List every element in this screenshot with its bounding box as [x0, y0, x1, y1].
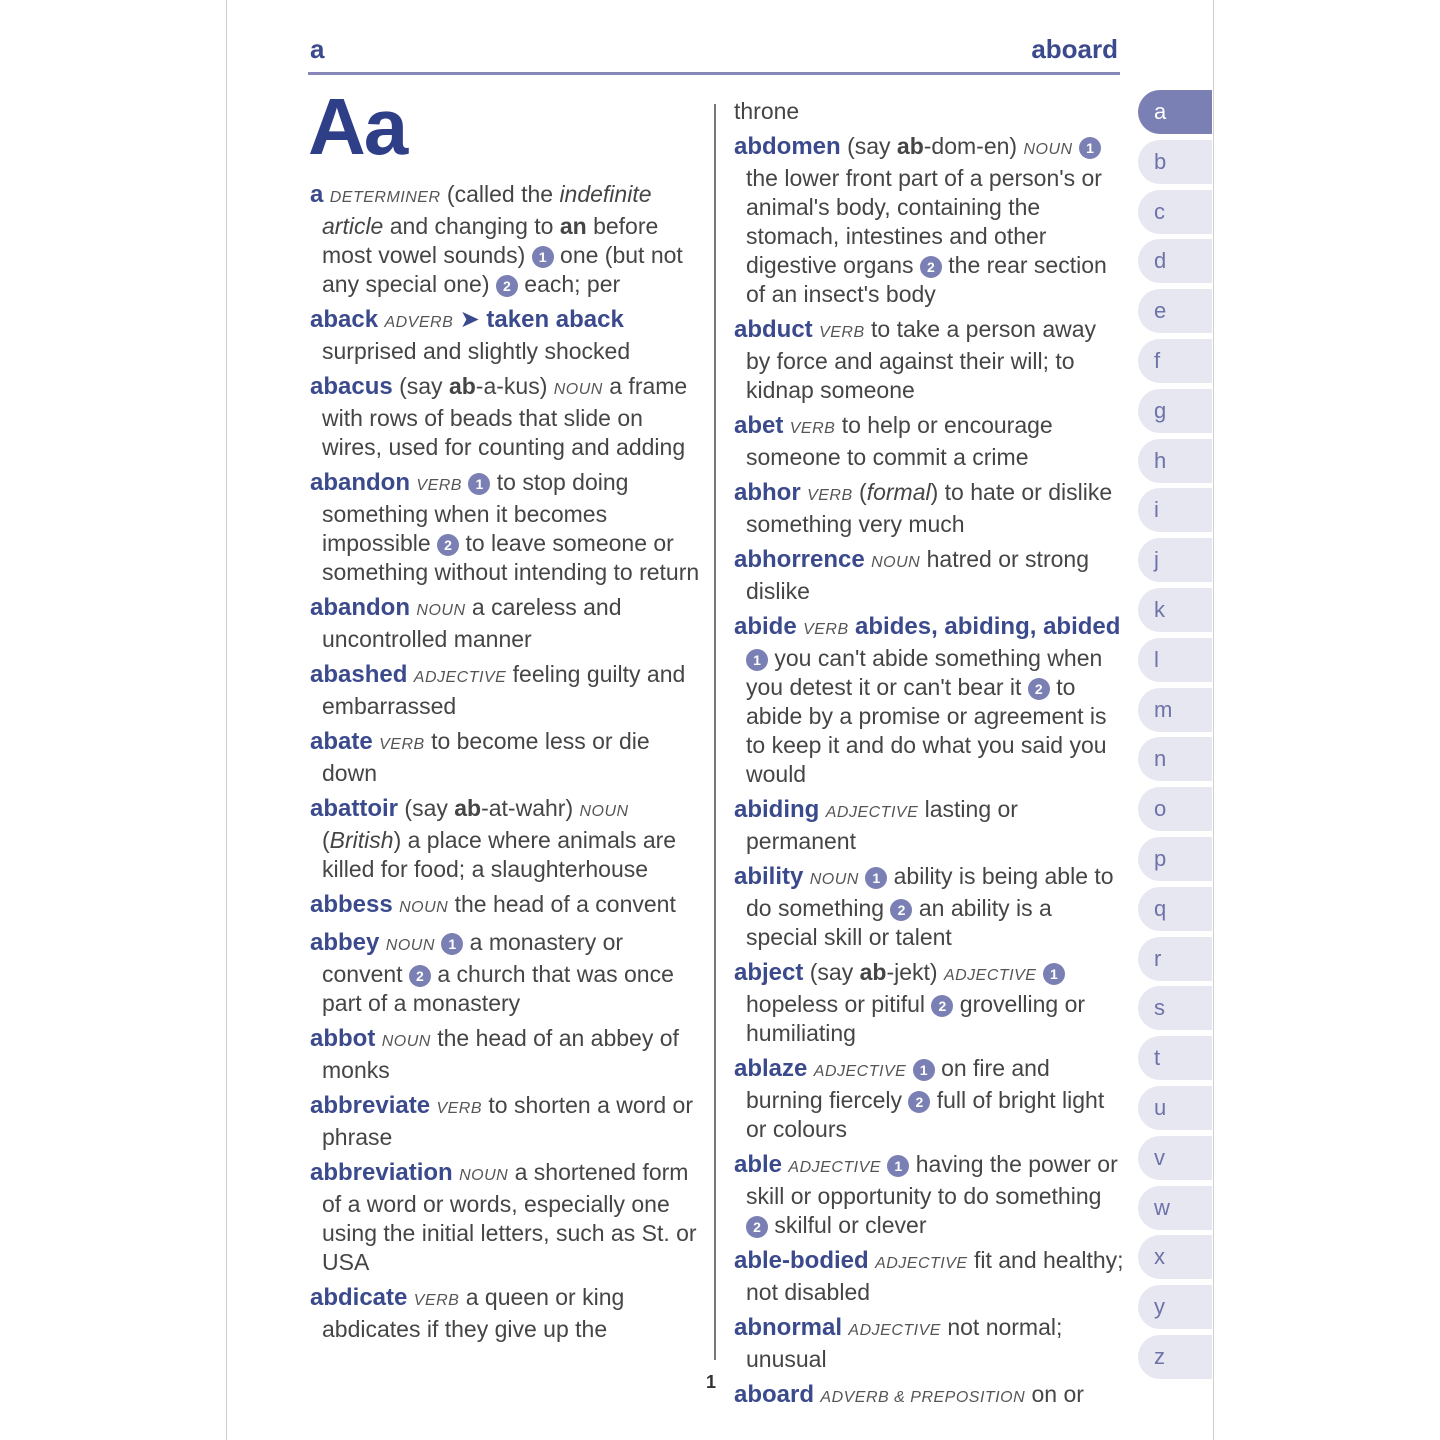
sense-number: 2: [437, 534, 459, 556]
sense-number: 2: [931, 995, 953, 1017]
definition-text: before most vowel sounds): [322, 213, 659, 268]
definition-text: to help or encourage someone to commit a crime: [746, 412, 1053, 470]
dictionary-entry: [734, 1054, 1124, 1144]
definition-text: a queen or king abdicates if they give up the: [322, 1284, 625, 1342]
headword: abduct: [734, 316, 813, 343]
tab-letter-g[interactable]: g: [1138, 389, 1212, 433]
dictionary-entry: [310, 727, 700, 788]
definition-text: a monastery or convent: [322, 929, 624, 987]
section-letter: Aa: [308, 82, 407, 171]
part-of-speech: ADJECTIVE: [825, 804, 919, 821]
italic-text: indefinite article: [322, 181, 652, 239]
definition-text: feeling guilty and embarrassed: [322, 661, 686, 719]
dictionary-entry: [310, 660, 700, 721]
definition-text: -at-wahr): [481, 795, 580, 821]
definition-text: on fire and burning fiercely: [746, 1055, 1050, 1113]
sense-number: 1: [1079, 137, 1101, 159]
definition-text: (say: [404, 795, 455, 821]
part-of-speech: VERB: [803, 621, 849, 638]
dictionary-entry: [734, 315, 1124, 405]
dictionary-entry: [734, 1380, 1124, 1412]
sense-number: 1: [913, 1059, 935, 1081]
definition-text: the head of a convent: [454, 891, 676, 917]
headword: abandon: [310, 469, 410, 496]
dictionary-entry: [310, 928, 700, 1018]
tab-letter-r[interactable]: r: [1138, 937, 1212, 981]
headword: abattoir: [310, 795, 399, 822]
part-of-speech: NOUN: [809, 871, 859, 888]
definition-text: to shorten a word or phrase: [322, 1092, 693, 1150]
right-column: [734, 97, 1124, 1418]
part-of-speech: NOUN: [1023, 141, 1073, 158]
italic-text: British: [329, 827, 394, 853]
definition-text: the rear section of an insect's body: [746, 252, 1107, 307]
part-of-speech: DETERMINER: [329, 189, 441, 206]
headword: abacus: [310, 373, 393, 400]
headword: abate: [310, 728, 373, 755]
headword: ablaze: [734, 1055, 808, 1082]
dictionary-entry: [310, 305, 700, 366]
tab-letter-o[interactable]: o: [1138, 787, 1212, 831]
tab-letter-b[interactable]: b: [1138, 140, 1212, 184]
dictionary-entry: [734, 862, 1124, 952]
part-of-speech: NOUN: [579, 803, 629, 820]
tab-letter-y[interactable]: y: [1138, 1285, 1212, 1329]
definition-text: having the power or skill or opportunity to do something: [746, 1151, 1118, 1209]
dictionary-entry: [734, 97, 1124, 126]
italic-text: formal: [866, 479, 931, 505]
tab-letter-w[interactable]: w: [1138, 1186, 1212, 1230]
left-guide-word: a: [310, 34, 325, 64]
definition-text: hatred or strong dislike: [746, 546, 1089, 604]
part-of-speech: VERB: [436, 1100, 483, 1117]
headword: abbess: [310, 891, 393, 918]
sense-number: 2: [496, 275, 518, 297]
dictionary-entry: [734, 478, 1124, 539]
part-of-speech: ADJECTIVE: [413, 669, 507, 686]
definition-text: skilful or clever: [774, 1212, 927, 1238]
headword: aback: [310, 306, 379, 333]
tab-letter-c[interactable]: c: [1138, 190, 1212, 234]
definition-text: throne: [734, 98, 800, 124]
headword: abdicate: [310, 1284, 408, 1311]
sense-number: 2: [920, 256, 942, 278]
tab-letter-q[interactable]: q: [1138, 887, 1212, 931]
definition-text: ability is being able to do something: [746, 863, 1114, 921]
definition-text: (: [859, 479, 867, 505]
part-of-speech: NOUN: [459, 1167, 509, 1184]
part-of-speech: VERB: [789, 420, 836, 437]
tab-letter-f[interactable]: f: [1138, 339, 1212, 383]
part-of-speech: ADVERB: [384, 314, 454, 331]
headword: abashed: [310, 661, 408, 688]
headword: ➤ taken aback: [459, 306, 624, 333]
headword: abject: [734, 959, 804, 986]
tab-letter-h[interactable]: h: [1138, 439, 1212, 483]
headword: abhor: [734, 479, 801, 506]
dictionary-entry: [734, 795, 1124, 856]
definition-text: (called the: [446, 181, 560, 207]
definition-text: a careless and uncontrolled manner: [322, 594, 622, 652]
dictionary-entry: [310, 1158, 700, 1277]
part-of-speech: NOUN: [871, 554, 921, 571]
definition-text: ) to hate or dislike something very much: [746, 479, 1113, 537]
sense-number: 1: [865, 867, 887, 889]
definition-text: you can't abide something when you detest it or can't bear it: [746, 645, 1103, 700]
page-number: 1: [706, 1372, 717, 1392]
dictionary-entry: [310, 1091, 700, 1152]
tab-letter-a[interactable]: a: [1138, 90, 1212, 134]
headword: aboard: [734, 1381, 815, 1408]
sense-number: 1: [441, 933, 463, 955]
definition-text: ) a place where animals are killed for food; a slaughterhouse: [322, 827, 677, 882]
sense-number: 2: [1028, 678, 1050, 700]
sense-number: 2: [908, 1091, 930, 1113]
headword: abbreviate: [310, 1092, 431, 1119]
headword: able-bodied: [734, 1247, 869, 1274]
left-column: [310, 180, 700, 1350]
part-of-speech: ADJECTIVE: [943, 967, 1037, 984]
part-of-speech: VERB: [379, 736, 425, 753]
part-of-speech: NOUN: [416, 602, 466, 619]
dictionary-entry: [310, 593, 700, 654]
bold-text: ab: [454, 795, 482, 821]
part-of-speech: NOUN: [399, 899, 449, 916]
headword: abbey: [310, 929, 380, 956]
headword: abiding: [734, 796, 820, 823]
definition-text: (say: [399, 373, 449, 399]
definition-text: to become less or die down: [322, 728, 650, 786]
headword: ability: [734, 863, 804, 890]
bold-text: ab: [859, 959, 887, 985]
tab-letter-u[interactable]: u: [1138, 1086, 1212, 1130]
tab-letter-x[interactable]: x: [1138, 1235, 1212, 1279]
definition-text: hopeless or pitiful: [746, 991, 932, 1017]
headword: able: [734, 1151, 783, 1178]
headword: abnormal: [734, 1314, 843, 1341]
definition-text: (say: [847, 133, 897, 159]
tab-letter-z[interactable]: z: [1138, 1335, 1212, 1379]
part-of-speech: ADJECTIVE: [848, 1322, 941, 1339]
tab-letter-d[interactable]: d: [1138, 239, 1212, 283]
tab-letter-v[interactable]: v: [1138, 1136, 1212, 1180]
sense-number: 1: [532, 246, 554, 268]
part-of-speech: ADJECTIVE: [875, 1255, 968, 1272]
bold-text: ab: [448, 373, 476, 399]
tab-letter-e[interactable]: e: [1138, 289, 1212, 333]
part-of-speech: VERB: [416, 477, 462, 494]
headword: abide: [734, 613, 797, 640]
dictionary-entry: [734, 612, 1124, 789]
definition-text: the lower front part of a person's or animal's body, containing the stomach, intestines and other digestive organs: [746, 165, 1102, 278]
sense-number: 1: [1043, 963, 1065, 985]
dictionary-entry: [734, 1150, 1124, 1240]
headword: abandon: [310, 594, 410, 621]
definition-text: the head of an abbey of monks: [322, 1025, 679, 1083]
tab-letter-m[interactable]: m: [1138, 688, 1212, 732]
part-of-speech: VERB: [807, 487, 853, 504]
page-left-edge: [226, 0, 227, 1440]
tab-letter-l[interactable]: l: [1138, 638, 1212, 682]
definition-text: -jekt): [886, 959, 944, 985]
dictionary-entry: [310, 1024, 700, 1085]
dictionary-entry: [310, 890, 700, 922]
tab-letter-s[interactable]: s: [1138, 986, 1212, 1030]
definition-text: an ability is a special skill or talent: [746, 895, 1052, 950]
part-of-speech: VERB: [819, 324, 865, 341]
definition-text: on or: [1031, 1381, 1084, 1407]
headword: a: [310, 181, 324, 208]
headword: abhorrence: [734, 546, 865, 573]
definition-text: (: [322, 827, 330, 853]
tab-letter-t[interactable]: t: [1138, 1036, 1212, 1080]
definition-text: a church that was once part of a monastery: [322, 961, 674, 1016]
part-of-speech: ADVERB & PREPOSITION: [820, 1389, 1026, 1406]
part-of-speech: VERB: [413, 1292, 460, 1309]
alphabet-thumb-index: [1138, 90, 1212, 1385]
definition-text: to leave someone or something without intending to return: [322, 530, 700, 585]
definition-text: a shortened form of a word or words, especially one using the initial letters, such as St. or USA: [322, 1159, 697, 1275]
dictionary-entry: [734, 132, 1124, 309]
page-right-edge: [1213, 0, 1214, 1440]
headword: abbot: [310, 1025, 376, 1052]
headword: abides, abiding, abided: [855, 613, 1121, 640]
sense-number: 2: [890, 899, 912, 921]
dictionary-entry: [734, 545, 1124, 606]
dictionary-entry: [310, 794, 700, 884]
definition-text: full of bright light or colours: [746, 1087, 1105, 1142]
definition-text: lasting or permanent: [746, 796, 1018, 854]
part-of-speech: NOUN: [385, 937, 435, 954]
part-of-speech: ADJECTIVE: [813, 1063, 907, 1080]
dictionary-entry: [310, 468, 700, 587]
dictionary-entry: [310, 180, 700, 299]
part-of-speech: NOUN: [381, 1033, 431, 1050]
definition-text: to abide by a promise or agreement is to keep it and do what you said you would: [746, 674, 1107, 787]
definition-text: to take a person away by force and against their will; to kidnap someone: [746, 316, 1097, 403]
definition-text: and changing to: [383, 213, 560, 239]
bold-text: ab: [896, 133, 924, 159]
headword: abbreviation: [310, 1159, 453, 1186]
definition-text: surprised and slightly shocked: [322, 338, 631, 364]
bold-text: an: [559, 213, 587, 239]
definition-text: -dom-en): [923, 133, 1024, 159]
definition-text: -a-kus): [475, 373, 554, 399]
sense-number: 2: [409, 965, 431, 987]
dictionary-entry: [734, 411, 1124, 472]
definition-text: one (but not any special one): [322, 242, 683, 297]
dictionary-entry: [310, 1283, 700, 1344]
definition-text: each; per: [524, 271, 621, 297]
tab-letter-k[interactable]: k: [1138, 588, 1212, 632]
part-of-speech: ADJECTIVE: [788, 1159, 881, 1176]
definition-text: grovelling or humiliating: [746, 991, 1086, 1046]
right-guide-word: aboard: [1031, 34, 1118, 64]
sense-number: 1: [746, 649, 768, 671]
dictionary-entry: [734, 1313, 1124, 1374]
definition-text: fit and healthy; not disabled: [746, 1247, 1124, 1305]
definition-text: to stop doing something when it becomes impossible: [322, 469, 629, 556]
headword: abdomen: [734, 133, 841, 160]
tab-letter-n[interactable]: n: [1138, 737, 1212, 781]
sense-number: 2: [746, 1216, 768, 1238]
definition-text: not normal; unusual: [746, 1314, 1063, 1372]
headword: abet: [734, 412, 784, 439]
definition-text: a frame with rows of beads that slide on wires, used for counting and adding: [322, 373, 688, 460]
sense-number: 1: [887, 1155, 909, 1177]
sense-number: 1: [468, 473, 490, 495]
tab-letter-p[interactable]: p: [1138, 837, 1212, 881]
column-divider: [714, 104, 716, 1360]
dictionary-entry: [310, 372, 700, 462]
part-of-speech: NOUN: [553, 381, 603, 398]
header-rule: [308, 72, 1120, 75]
dictionary-entry: [734, 958, 1124, 1048]
tab-letter-j[interactable]: j: [1138, 538, 1212, 582]
dictionary-entry: [734, 1246, 1124, 1307]
definition-text: (say: [809, 959, 860, 985]
tab-letter-i[interactable]: i: [1138, 488, 1212, 532]
